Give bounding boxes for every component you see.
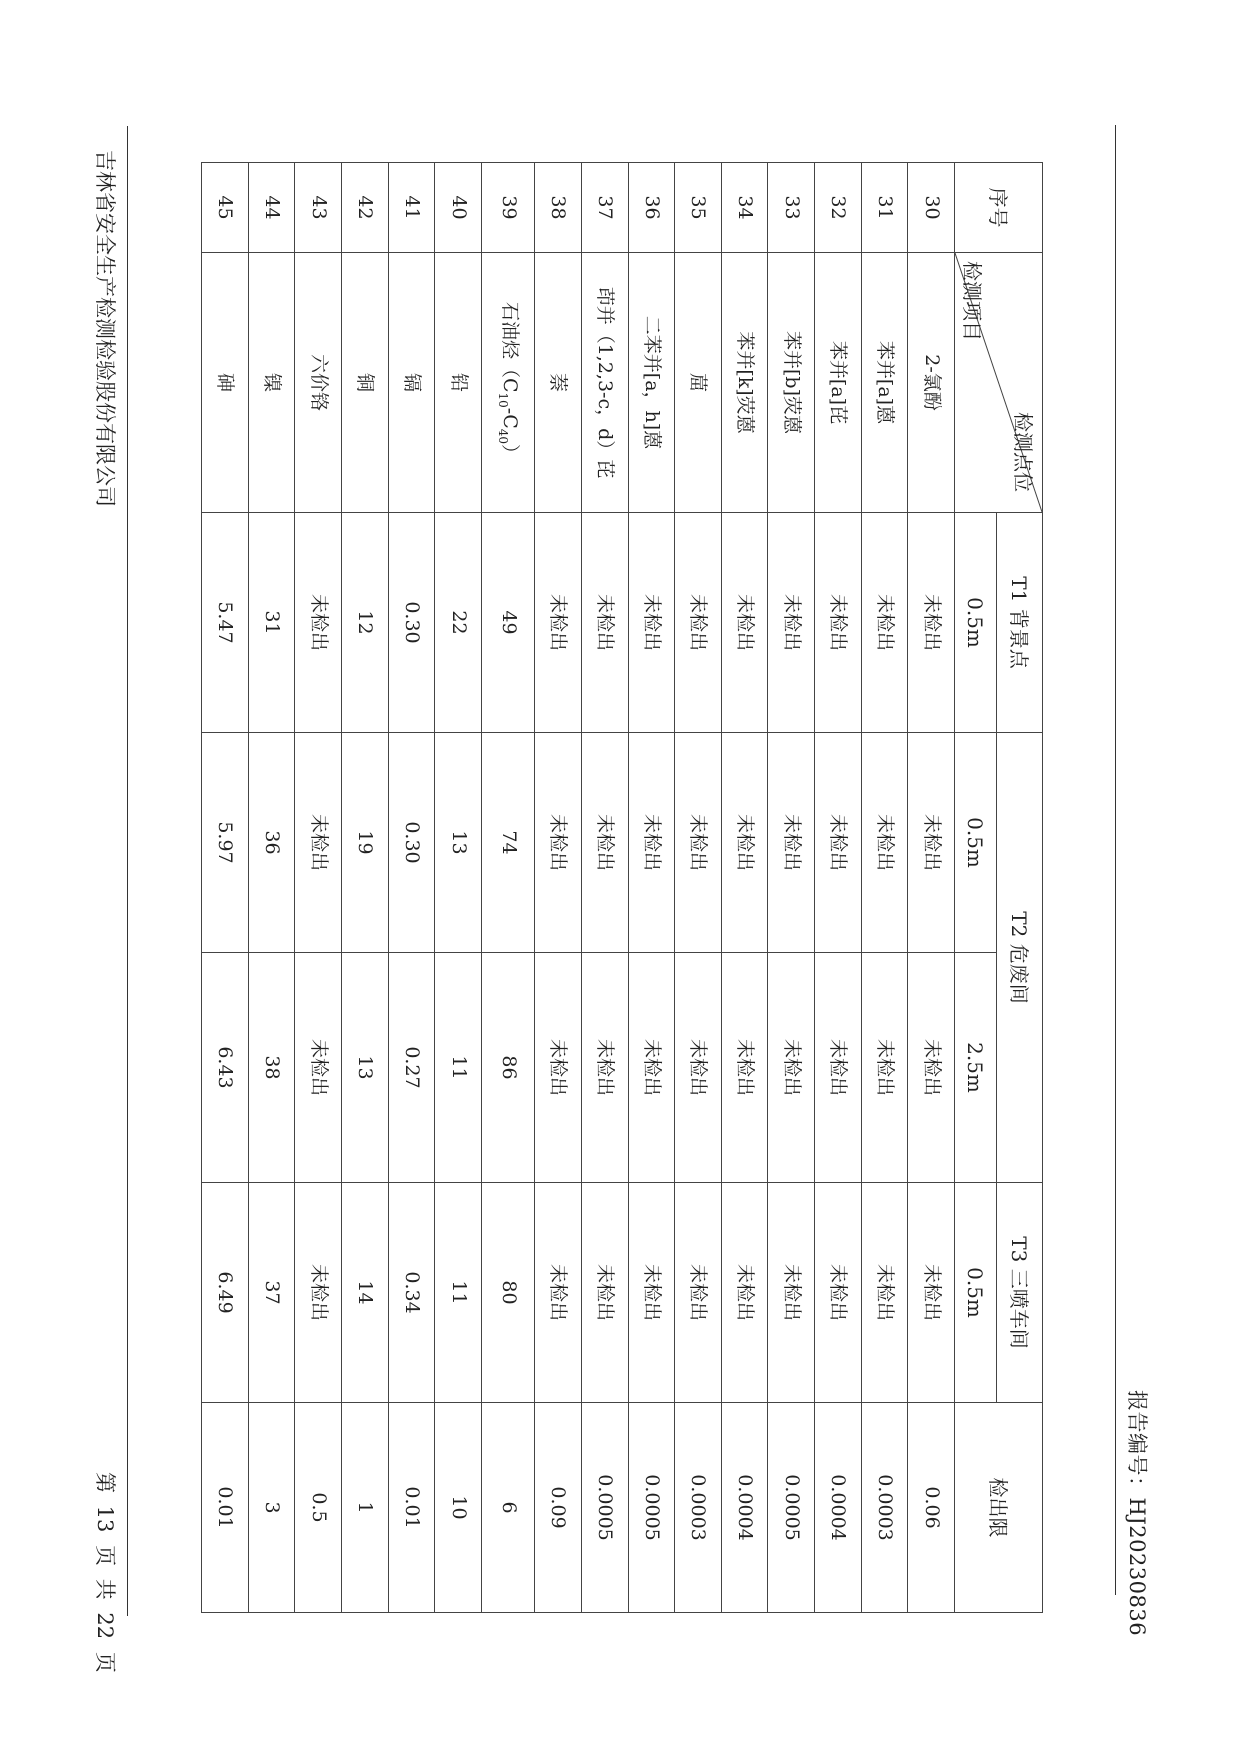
- table-row: [628, 163, 675, 1613]
- row-item: 镉: [388, 253, 435, 513]
- page-number: 第 13 页 共 22 页: [93, 1472, 117, 1673]
- row-value: 未检出: [675, 953, 722, 1183]
- row-limit: 0.0005: [768, 1403, 815, 1613]
- row-seq: 32: [815, 163, 862, 253]
- row-value: 未检出: [628, 953, 675, 1183]
- row-value: 未检出: [861, 1183, 908, 1403]
- row-limit: 0.09: [535, 1403, 582, 1613]
- header-depth: 0.5m: [955, 733, 997, 953]
- row-limit: 0.0004: [721, 1403, 768, 1613]
- row-value: 11: [435, 1183, 482, 1403]
- row-value: 未检出: [581, 953, 628, 1183]
- header-point: 检测点位: [1011, 412, 1035, 492]
- table-row: [248, 163, 295, 1613]
- table-row: [535, 163, 582, 1613]
- row-item: 砷: [202, 253, 249, 513]
- row-value: 14: [342, 1183, 389, 1403]
- row-limit: 0.0005: [628, 1403, 675, 1613]
- row-value: 未检出: [908, 953, 955, 1183]
- row-value: 80: [482, 1183, 535, 1403]
- row-seq: 41: [388, 163, 435, 253]
- row-value: 未检出: [628, 513, 675, 733]
- row-value: 未检出: [295, 1183, 342, 1403]
- header-depth: 0.5m: [955, 1183, 997, 1403]
- table-row: [768, 163, 815, 1613]
- row-seq: 45: [202, 163, 249, 253]
- row-limit: 0.06: [908, 1403, 955, 1613]
- row-value: 未检出: [675, 513, 722, 733]
- row-value: 未检出: [535, 513, 582, 733]
- row-seq: 39: [482, 163, 535, 253]
- row-value: 未检出: [815, 513, 862, 733]
- row-value: 5.47: [202, 513, 249, 733]
- row-limit: 0.5: [295, 1403, 342, 1613]
- row-value: 未检出: [721, 953, 768, 1183]
- row-value: 0.30: [388, 733, 435, 953]
- row-item: 六价铬: [295, 253, 342, 513]
- row-item: 铜: [342, 253, 389, 513]
- row-seq: 44: [248, 163, 295, 253]
- results-table: [201, 162, 1043, 1613]
- row-value: 未检出: [815, 733, 862, 953]
- row-limit: 0.01: [202, 1403, 249, 1613]
- row-value: 49: [482, 513, 535, 733]
- row-limit: 0.0004: [815, 1403, 862, 1613]
- row-value: 未检出: [535, 953, 582, 1183]
- row-value: 未检出: [815, 953, 862, 1183]
- row-value: 0.34: [388, 1183, 435, 1403]
- row-limit: 0.0003: [675, 1403, 722, 1613]
- row-item: 䓛: [675, 253, 722, 513]
- row-value: 38: [248, 953, 295, 1183]
- row-seq: 37: [581, 163, 628, 253]
- bottom-rule: [127, 126, 128, 1616]
- row-item: 石油烃$(C_{10}-C_{40})$: [482, 253, 535, 513]
- row-item: 茚并（1,2,3-c，d）芘: [581, 253, 628, 513]
- row-value: 22: [435, 513, 482, 733]
- table-row: [202, 163, 249, 1613]
- row-value: 未检出: [535, 733, 582, 953]
- row-item: 苯并[b]荧蒽: [768, 253, 815, 513]
- row-value: 未检出: [581, 1183, 628, 1403]
- row-value: 31: [248, 513, 295, 733]
- row-value: 未检出: [768, 513, 815, 733]
- header-depth: 2.5m: [955, 953, 997, 1183]
- table-row: [721, 163, 768, 1613]
- row-value: 未检出: [721, 1183, 768, 1403]
- row-value: 未检出: [768, 733, 815, 953]
- row-value: 未检出: [581, 733, 628, 953]
- table-row: [388, 163, 435, 1613]
- table-row: [435, 163, 482, 1613]
- row-value: 36: [248, 733, 295, 953]
- table-row: [295, 163, 342, 1613]
- row-value: 未检出: [768, 953, 815, 1183]
- row-value: 19: [342, 733, 389, 953]
- top-rule: [1115, 125, 1116, 1595]
- row-limit: 0.0005: [581, 1403, 628, 1613]
- row-limit: 10: [435, 1403, 482, 1613]
- row-seq: 34: [721, 163, 768, 253]
- row-value: 未检出: [908, 513, 955, 733]
- row-value: 未检出: [628, 1183, 675, 1403]
- row-limit: 3: [248, 1403, 295, 1613]
- row-value: 未检出: [908, 733, 955, 953]
- row-limit: 0.01: [388, 1403, 435, 1613]
- row-item: 二苯并[a，h]蒽: [628, 253, 675, 513]
- header-depth: 0.5m: [955, 513, 997, 733]
- header-limit: 检出限: [955, 1403, 1043, 1613]
- row-seq: 33: [768, 163, 815, 253]
- header-group-t3: T3 三喷车间: [997, 1183, 1043, 1403]
- header-group-t2: T2 危废间: [997, 733, 1043, 1183]
- row-value: 未检出: [675, 733, 722, 953]
- row-seq: 35: [675, 163, 722, 253]
- row-limit: 1: [342, 1403, 389, 1613]
- table-row: [675, 163, 722, 1613]
- header-group-t1: T1 背景点: [997, 513, 1043, 733]
- row-item: 萘: [535, 253, 582, 513]
- header-seq: 序号: [955, 163, 1043, 253]
- row-value: 未检出: [768, 1183, 815, 1403]
- company-name: 吉林省安全生产检测检验股份有限公司: [93, 150, 117, 507]
- row-value: 未检出: [675, 1183, 722, 1403]
- row-value: 6.49: [202, 1183, 249, 1403]
- row-value: 未检出: [908, 1183, 955, 1403]
- header-diagonal: [955, 253, 1043, 513]
- row-item: 苯并[a]芘: [815, 253, 862, 513]
- row-value: 未检出: [721, 733, 768, 953]
- row-limit: 6: [482, 1403, 535, 1613]
- table-row: [581, 163, 628, 1613]
- row-seq: 42: [342, 163, 389, 253]
- row-item: 苯并[k]荧蒽: [721, 253, 768, 513]
- row-value: 未检出: [295, 733, 342, 953]
- row-value: 未检出: [628, 733, 675, 953]
- row-value: 未检出: [861, 953, 908, 1183]
- report-number: 报告编号：HJ20230836: [1125, 1390, 1149, 1637]
- row-value: 未检出: [861, 513, 908, 733]
- row-seq: 36: [628, 163, 675, 253]
- table-row: [815, 163, 862, 1613]
- row-seq: 30: [908, 163, 955, 253]
- row-item: 镍: [248, 253, 295, 513]
- row-value: 未检出: [581, 513, 628, 733]
- row-value: 未检出: [815, 1183, 862, 1403]
- row-value: 未检出: [861, 733, 908, 953]
- row-seq: 31: [861, 163, 908, 253]
- row-seq: 38: [535, 163, 582, 253]
- row-seq: 43: [295, 163, 342, 253]
- row-value: 11: [435, 953, 482, 1183]
- row-value: 37: [248, 1183, 295, 1403]
- row-item: 2-氯酚: [908, 253, 955, 513]
- row-value: 5.97: [202, 733, 249, 953]
- row-value: 86: [482, 953, 535, 1183]
- table-row: [482, 163, 535, 1613]
- row-value: 未检出: [535, 1183, 582, 1403]
- row-value: 0.27: [388, 953, 435, 1183]
- row-limit: 0.0003: [861, 1403, 908, 1613]
- row-value: 未检出: [721, 513, 768, 733]
- row-value: 13: [435, 733, 482, 953]
- row-item: 苯并[a]蒽: [861, 253, 908, 513]
- table-row: [908, 163, 955, 1613]
- row-value: 13: [342, 953, 389, 1183]
- table-row: [342, 163, 389, 1613]
- row-value: 未检出: [295, 513, 342, 733]
- row-value: 6.43: [202, 953, 249, 1183]
- row-value: 74: [482, 733, 535, 953]
- row-item: 铅: [435, 253, 482, 513]
- header-item: 检测项目: [960, 261, 984, 341]
- row-seq: 40: [435, 163, 482, 253]
- row-value: 未检出: [295, 953, 342, 1183]
- table-row: [861, 163, 908, 1613]
- row-value: 12: [342, 513, 389, 733]
- row-value: 0.30: [388, 513, 435, 733]
